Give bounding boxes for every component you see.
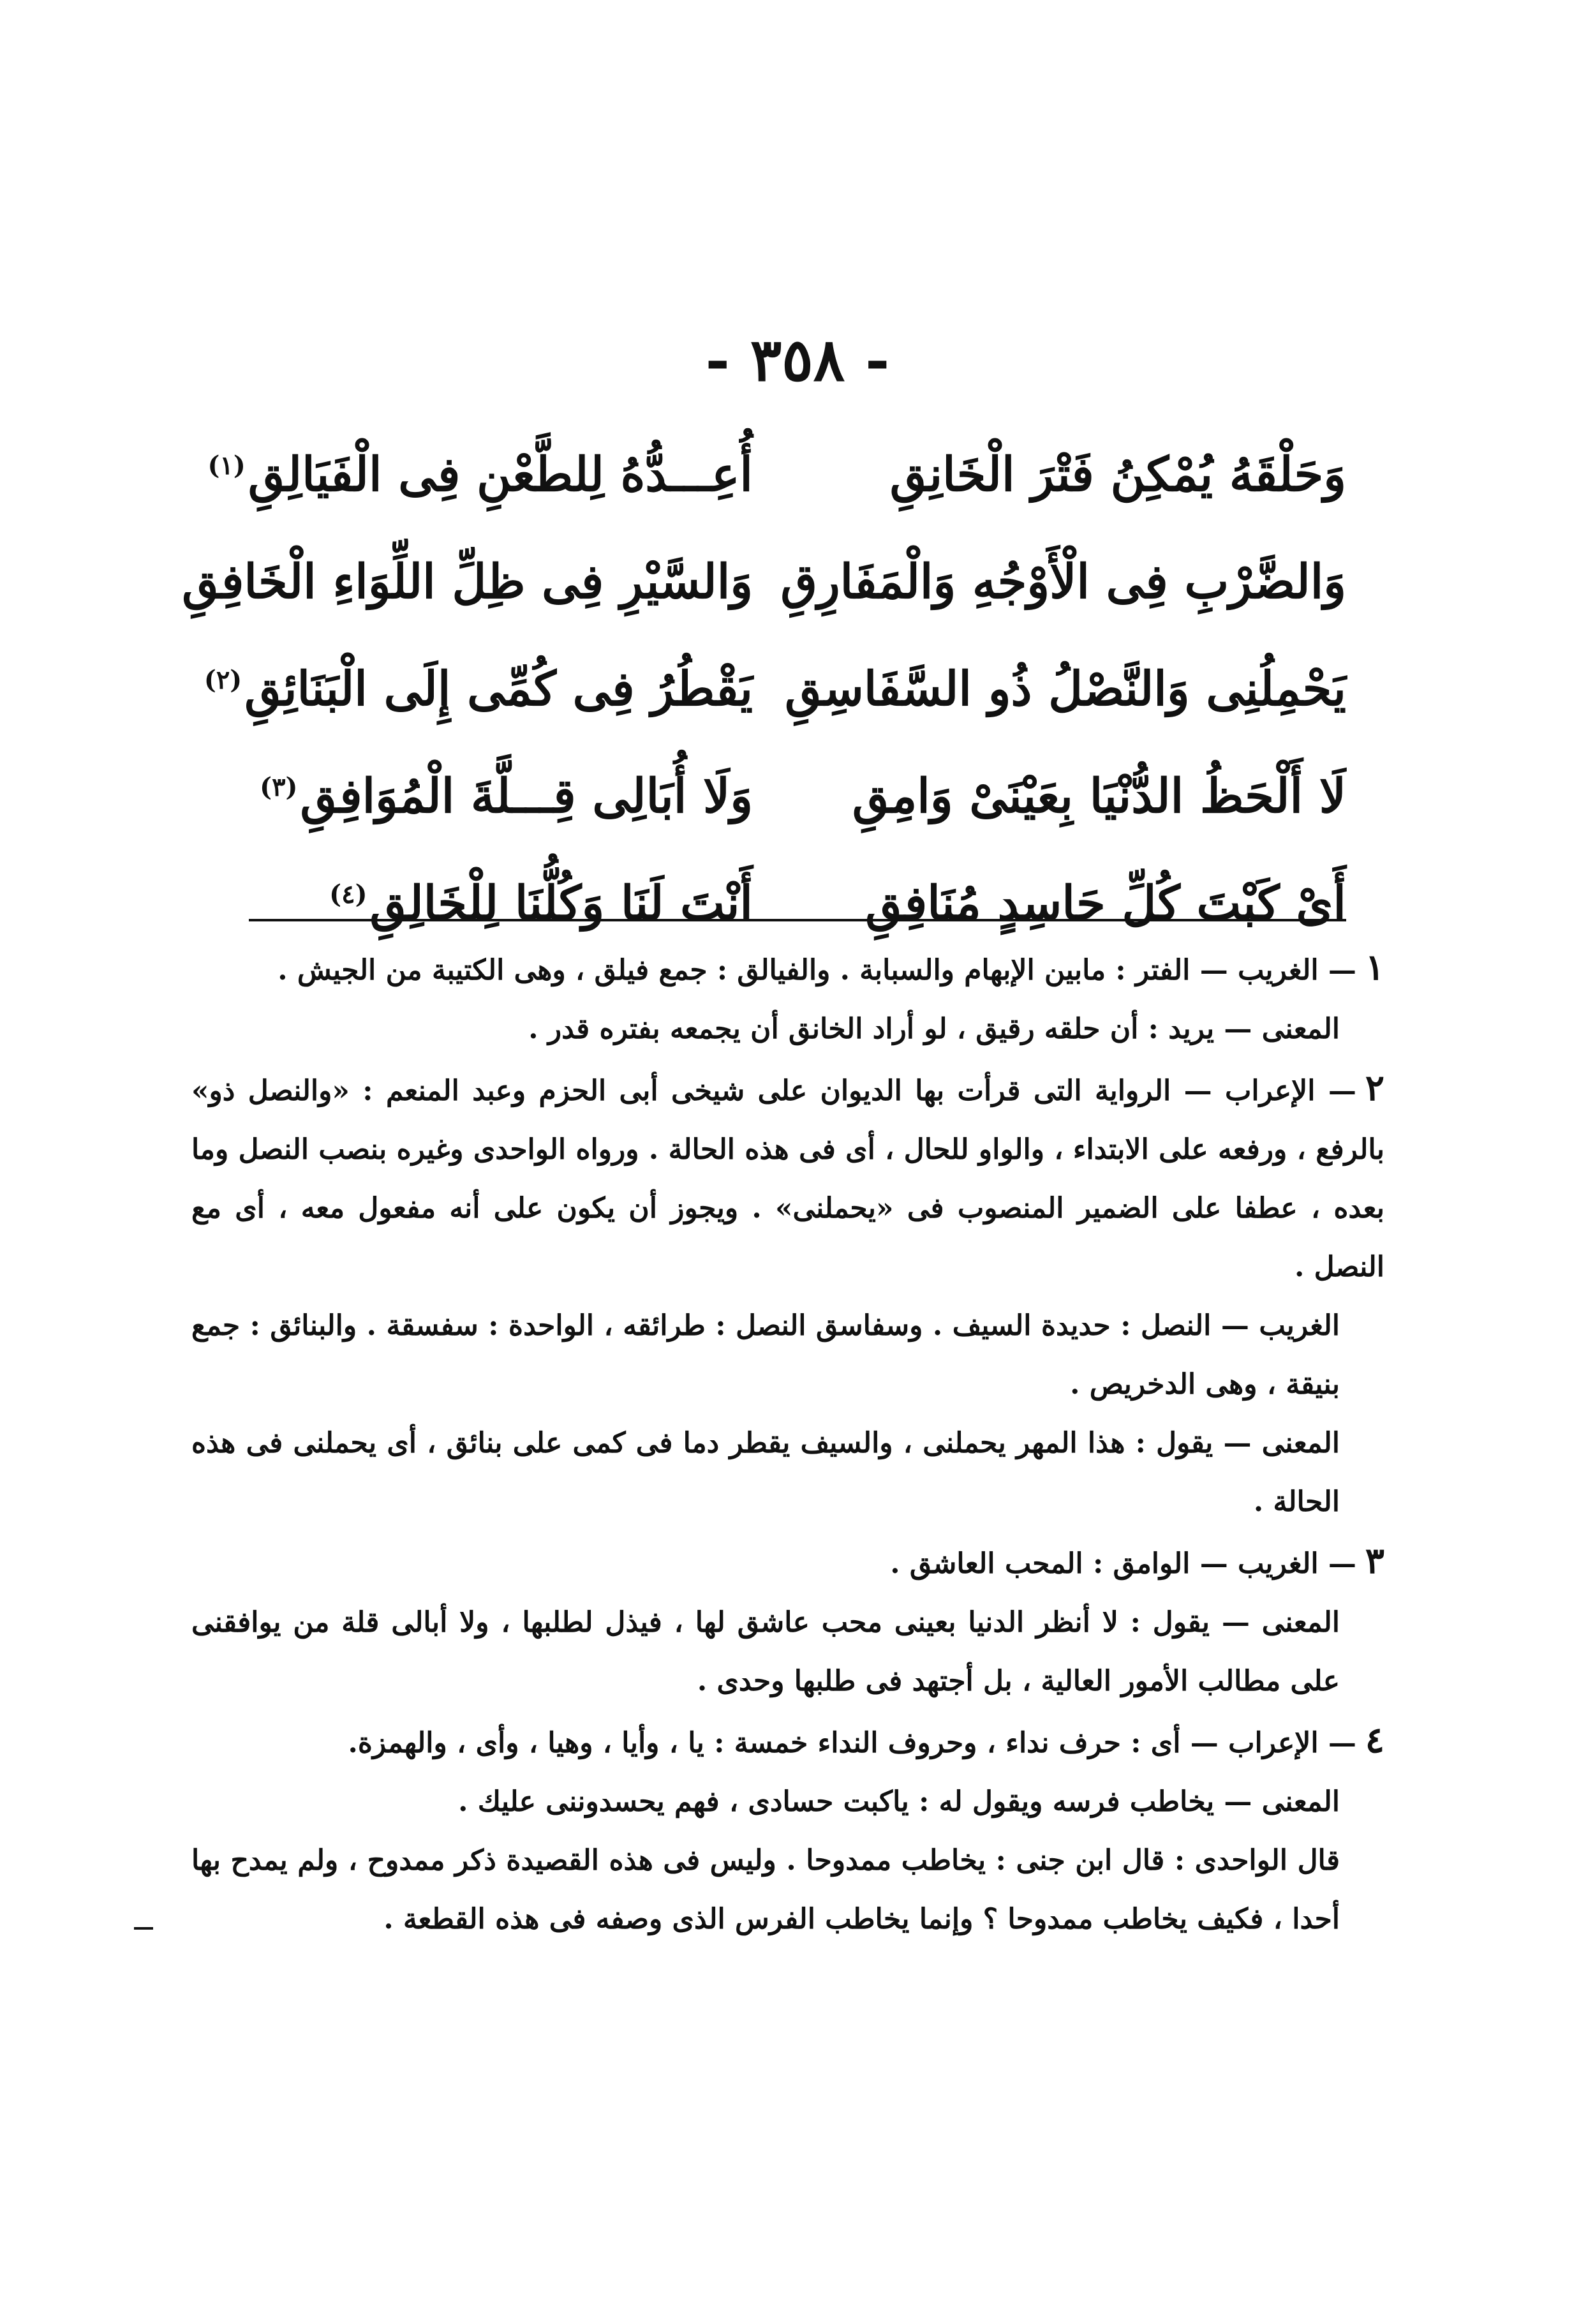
footnote-text: قال الواحدى : قال ابن جنى : يخاطب ممدوحا . وليس فى هذه القصيدة ذكر ممدوح ، ولم يمدح بها أحدا ، فكيف يخاطب ممدوحا ؟ وإنما يخاطب الفرس الذى وصفه فى هذه القطعة . bbox=[191, 1844, 1340, 1935]
verse-1-second-hemistich-text: أُعِـــدُّهُ لِلطَّعْنِ فِى الْفَيَالِقِ bbox=[248, 447, 753, 502]
verse-2-second-hemistich bbox=[182, 555, 753, 609]
footnote-text: المعنى — يقول : هذا المهر يحملنى ، والسيف يقطر دما فى كمى على بنائق ، أى يحملنى فى هذه الحالة . bbox=[191, 1427, 1340, 1518]
verse-3-first-hemistich: يَحْمِلُنِى وَالنَّصْلُ ذُو السَّفَاسِقِ bbox=[785, 662, 1346, 717]
footnote-text: — الغريب — الفتر : مابين الإبهام والسبابة . والفيالق : جمع فيلق ، وهى الكتيبة من الجيش . bbox=[278, 954, 1356, 987]
verse-4 bbox=[249, 743, 1346, 850]
footnote-3-gharib bbox=[191, 1531, 1384, 1593]
footnote-4-irab bbox=[191, 1711, 1384, 1773]
footnote-1-gharib bbox=[191, 938, 1384, 1000]
footnote-2-gharib bbox=[191, 1297, 1384, 1414]
verse-2 bbox=[182, 528, 1346, 636]
footnote-number: ١ bbox=[1365, 946, 1384, 988]
footnote-text: المعنى — يريد : أن حلقه رقيق ، لو أراد الخانق أن يجمعه بفتره قدر . bbox=[528, 1013, 1340, 1045]
footnote-number: ٤ bbox=[1365, 1719, 1384, 1761]
page-number: - ٣٥٨ - bbox=[705, 325, 890, 394]
footnote-text: — الإعراب — أى : حرف نداء ، وحروف النداء خمسة : يا ، وأيا ، وهيا ، وأى ، والهمزة. bbox=[348, 1727, 1356, 1759]
poem-verses bbox=[182, 421, 1346, 957]
footnote-number: ٢ bbox=[1365, 1067, 1384, 1109]
verse-5-first-hemistich: أَىْ كَبْتَ كُلِّ حَاسِدٍ مُنَافِقِ bbox=[865, 876, 1346, 931]
verse-3 bbox=[204, 636, 1346, 743]
footnote-text: — الغريب — الوامق : المحب العاشق . bbox=[890, 1547, 1356, 1580]
verse-4-first-hemistich: لَا أَلْحَظُ الدُّنْيَا بِعَيْنَىْ وَامِقِ bbox=[852, 769, 1346, 824]
verse-4-second-hemistich-text: وَلَا أُبَالِى قِـــلَّةَ الْمُوَافِقِ bbox=[300, 769, 753, 824]
footnote-2-irab bbox=[191, 1059, 1384, 1297]
footnotes bbox=[191, 938, 1384, 1949]
verse-1-second-hemistich bbox=[207, 447, 753, 502]
footnote-text: الغريب — النصل : حديدة السيف . وسفاسق النصل : طرائقه ، الواحدة : سفسقة . والبنائق : جمع بنيقة ، وهى الدخريص . bbox=[191, 1309, 1340, 1401]
footnote-text: المعنى — يقول : لا أنظر الدنيا بعينى محب عاشق لها ، فيذل لطلبها ، ولا أبالى قلة من يوافقنى على مطالب الأمور العالية ، بل أجتهد فى طلبها وحدى . bbox=[191, 1606, 1340, 1697]
verse-3-note-marker: (٢) bbox=[204, 665, 242, 696]
footnote-text: المعنى — يخاطب فرسه ويقول له : ياكبت حسادى ، فهم يحسدوننى عليك . bbox=[458, 1785, 1340, 1818]
verse-3-second-hemistich-text: يَقْطُرُ فِى كُمِّى إِلَى الْبَنَائِقِ bbox=[244, 662, 753, 717]
verse-2-second-hemistich-text: وَالسَّيْرِ فِى ظِلِّ اللِّوَاءِ الْخَافِقِ bbox=[182, 555, 753, 609]
verse-1-note-marker: (١) bbox=[207, 451, 246, 481]
verse-4-note-marker: (٣) bbox=[260, 772, 298, 803]
verse-4-second-hemistich bbox=[249, 769, 753, 824]
footnote-number: ٣ bbox=[1365, 1540, 1384, 1582]
verse-1 bbox=[207, 421, 1346, 528]
verse-3-second-hemistich bbox=[204, 662, 753, 717]
verse-5-second-hemistich-text: أَنْتَ لَنَا وَكُلُّنَا لِلْخَالِقِ bbox=[369, 876, 753, 931]
footnote-4-meaning bbox=[191, 1773, 1384, 1831]
footnote-1-meaning bbox=[191, 1000, 1384, 1059]
verse-5-second-hemistich bbox=[249, 876, 753, 931]
footnote-3-meaning bbox=[191, 1593, 1384, 1711]
footnote-4-wahidi-quote bbox=[191, 1831, 1384, 1949]
verse-5-note-marker: (٤) bbox=[329, 879, 367, 910]
footnote-2-meaning bbox=[191, 1414, 1384, 1531]
footnote-separator-rule bbox=[249, 919, 1346, 921]
margin-mark bbox=[134, 1927, 153, 1930]
footnote-text: — الإعراب — الرواية التى قرأت بها الديوان على شيخى أبى الحزم وعبد المنعم : «والنصل ذو» بالرفع ، ورفعه على الابتداء ، والواو للحال ، أى فى هذه الحالة . ورواه الواحدى وغيره بنصب النصل وما بعده ، عطفا على الضمير المنصوب فى «يحملنى» . ويجوز أن يكون على أنه مفعول معه ، أى مع النصل . bbox=[191, 1075, 1384, 1283]
verse-1-first-hemistich: وَحَلْقَهُ يُمْكِنُ فَتْرَ الْخَانِقِ bbox=[889, 447, 1346, 502]
verse-2-first-hemistich: وَالضَّرْبِ فِى الْأَوْجُهِ وَالْمَفَارِقِ bbox=[780, 555, 1346, 609]
